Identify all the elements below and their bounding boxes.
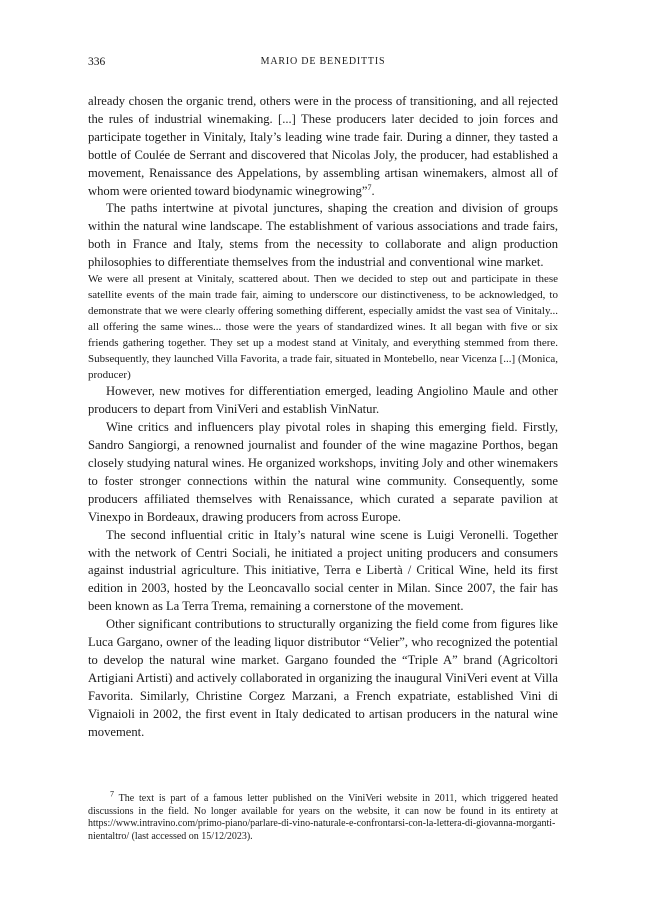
running-head: MARIO DE BENEDITTIS	[260, 56, 386, 67]
paragraph-5: The second influential critic in Italy’s natural wine scene is Luigi Veronelli. Together with the network of Centri Sociali, he initiated a project uniting producers and consumers against industrial agriculture. This initiative, Terra e Libertà / Critical Wine, held its first edition in 2003, hosted by the Leoncavallo social center in Milan. Since 2007, the fair has been known as La Terra Trema, remaining a cornerstone of the movement.	[88, 527, 558, 614]
footnote-reference[interactable]: 7	[367, 182, 372, 192]
paragraph-1-text: already chosen the organic trend, others were in the process of transitioning, and all rejected the rules of industrial winemaking. [...] These producers later decided to join forces and participate together in Vinitaly, Italy’s leading wine trade fair. During a dinner, they tasted a bottle of Coulée de Serrant and discovered that Nicolas Joly, the producer, had established a movement, Renaissance des Appelations, by assembling artisan winemakers, almost all of whom were oriented toward biodynamic winegrowing”	[88, 94, 558, 198]
footnote-number: 7	[110, 789, 114, 799]
paragraph-4: Wine critics and influencers play pivotal roles in shaping this emerging field. Firstly, Sandro Sangiorgi, a renowned journalist and founder of the wine magazine Porthos, began closely studying natural wines. He organized workshops, inviting Joly and other winemakers to foster stronger connections within the natural wine community. Consequently, some producers affiliated themselves with Renaissance, which curated a separate pavilion at Vinexpo in Bordeaux, drawing producers from across Europe.	[88, 420, 558, 524]
page-header	[88, 56, 558, 72]
paragraph-1-end: .	[371, 183, 375, 198]
footnote-paragraph	[88, 789, 558, 843]
page-number: 336	[88, 56, 106, 68]
main-text	[88, 93, 558, 742]
paragraph-3: However, new motives for differentiation emerged, leading Angiolino Maule and other producers to depart from ViniVeri and establish VinNatur.	[88, 384, 558, 417]
block-quote: We were all present at Vinitaly, scattered about. Then we decided to step out and participate in these satellite events of the main trade fair, aiming to underscore our distinctiveness, to be acknowledged, to demonstrate that we were clearly offering something different, especially amidst the vast sea of Vinitaly... all offering the same wines... those were the years of standardized wines. It all began with five or six friends gathering together. They set up a modest stand at Vinitaly, and everything stemmed from there. Subsequently, they launched Villa Favorita, a trade fair, situated in Montebello, near Vicenza [...] (Monica, producer)	[88, 273, 558, 381]
footnote-text: The text is part of a famous letter published on the ViniVeri website in 2011, which triggered heated discussions in the field. No longer available for years on the website, it can now be found in its entirety at https://www.intravino.com/primo-piano/parlare-di-vino-naturale-e-confrontarsi-con-la-lettera-di-giovanna-morganti-nientaltro/ (last accessed on 15/12/2023).	[88, 793, 558, 842]
paragraph-1	[88, 93, 558, 200]
paragraph-6: Other significant contributions to structurally organizing the field come from figures like Luca Gargano, owner of the leading liquor distributor “Velier”, who recognized the potential to develop the natural wine market. Gargano founded the “Triple A” brand (Agricoltori Artigiani Artisti) and actively collaborated in organizing the inaugural ViniVeri event at Villa Favorita. Similarly, Christine Corgez Marzani, a French expatriate, established Vini di Vignaioli in 2002, the first event in Italy dedicated to artisan producers in the natural wine movement.	[88, 617, 558, 739]
footnote	[88, 789, 558, 843]
paragraph-2: The paths intertwine at pivotal junctures, shaping the creation and division of groups within the natural wine landscape. The establishment of various associations and trade fairs, both in France and Italy, stems from the necessity to collaborate and align production philosophies to differentiate themselves from the industrial and conventional wine market.	[88, 201, 558, 270]
